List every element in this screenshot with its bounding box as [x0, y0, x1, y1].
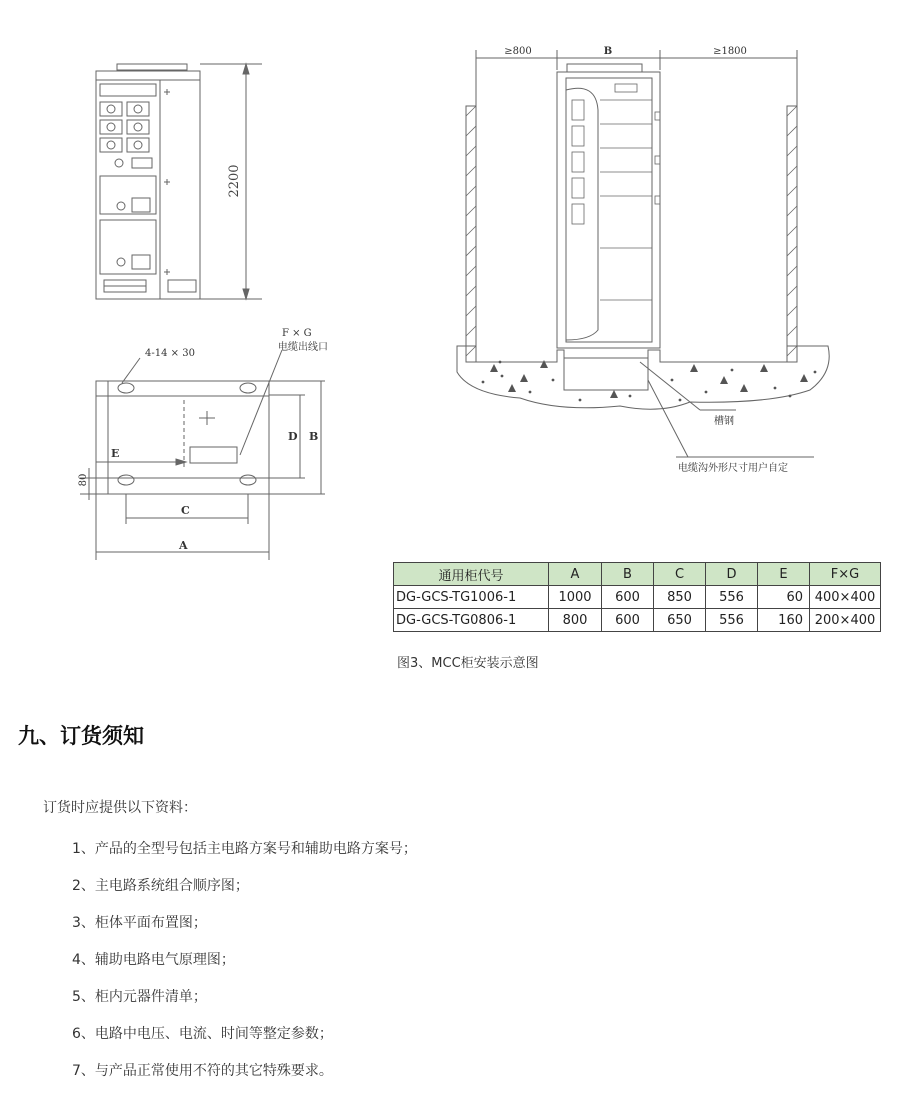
- table-cell: 556: [706, 609, 758, 632]
- list-item: 3、柜体平面布置图；: [72, 915, 207, 931]
- table-cell: 160: [758, 609, 810, 632]
- section-title: 九、订货须知: [18, 724, 144, 748]
- col-header: D: [706, 563, 758, 586]
- dimension-table: [393, 562, 881, 632]
- list-item: 4、辅助电路电气原理图；: [72, 952, 235, 968]
- dim-d-label: D: [288, 430, 298, 443]
- col-header: 通用柜代号: [394, 563, 549, 586]
- table-cell: 600: [602, 586, 654, 609]
- col-header: E: [758, 563, 810, 586]
- dim-80-label: 80: [78, 473, 89, 487]
- table-row: [394, 586, 881, 609]
- table-cell: 200×400: [810, 609, 881, 632]
- channel-steel-label: 槽钢: [714, 416, 734, 427]
- table-cell: 650: [654, 609, 706, 632]
- table-cell: DG-GCS-TG1006-1: [394, 586, 549, 609]
- dim-height-label: 2200: [227, 164, 242, 198]
- table-cell: 600: [602, 609, 654, 632]
- list-item: 6、电路中电压、电流、时间等整定参数；: [72, 1026, 333, 1042]
- dim-c-label: C: [181, 504, 190, 517]
- dim-fg-label: F × G: [282, 328, 312, 339]
- col-header: F×G: [810, 563, 881, 586]
- table-cell: 1000: [549, 586, 602, 609]
- installation-side-view: [457, 50, 829, 457]
- table-cell: 400×400: [810, 586, 881, 609]
- section-intro: 订货时应提供以下资料：: [43, 800, 197, 816]
- dim-b-label: B: [309, 430, 319, 443]
- col-header: C: [654, 563, 706, 586]
- table-header-row: [394, 563, 881, 586]
- list-item: 2、主电路系统组合顺序图；: [72, 878, 249, 894]
- table-row: [394, 609, 881, 632]
- table-cell: DG-GCS-TG0806-1: [394, 609, 549, 632]
- table-cell: 60: [758, 586, 810, 609]
- holes-label: 4-14 × 30: [145, 348, 195, 359]
- col-header: B: [602, 563, 654, 586]
- col-header: A: [549, 563, 602, 586]
- clearance-b-label: B: [603, 46, 613, 57]
- trench-note-label: 电缆沟外形尺寸用户自定: [678, 463, 788, 474]
- clearance-front-label: ≥800: [504, 46, 532, 57]
- cable-outlet-label: 电缆出线口: [278, 342, 328, 353]
- table-cell: 850: [654, 586, 706, 609]
- dim-a-label: A: [179, 539, 188, 552]
- clearance-back-label: ≥1800: [713, 46, 747, 57]
- list-item: 7、与产品正常使用不符的其它特殊要求。: [72, 1063, 333, 1079]
- list-item: 1、产品的全型号包括主电路方案号和辅助电路方案号；: [72, 841, 417, 857]
- table-cell: 800: [549, 609, 602, 632]
- list-item: 5、柜内元器件清单；: [72, 989, 207, 1005]
- figure-caption: 图3、MCC柜安装示意图: [397, 656, 539, 671]
- table-cell: 556: [706, 586, 758, 609]
- dim-e-label: E: [111, 447, 120, 460]
